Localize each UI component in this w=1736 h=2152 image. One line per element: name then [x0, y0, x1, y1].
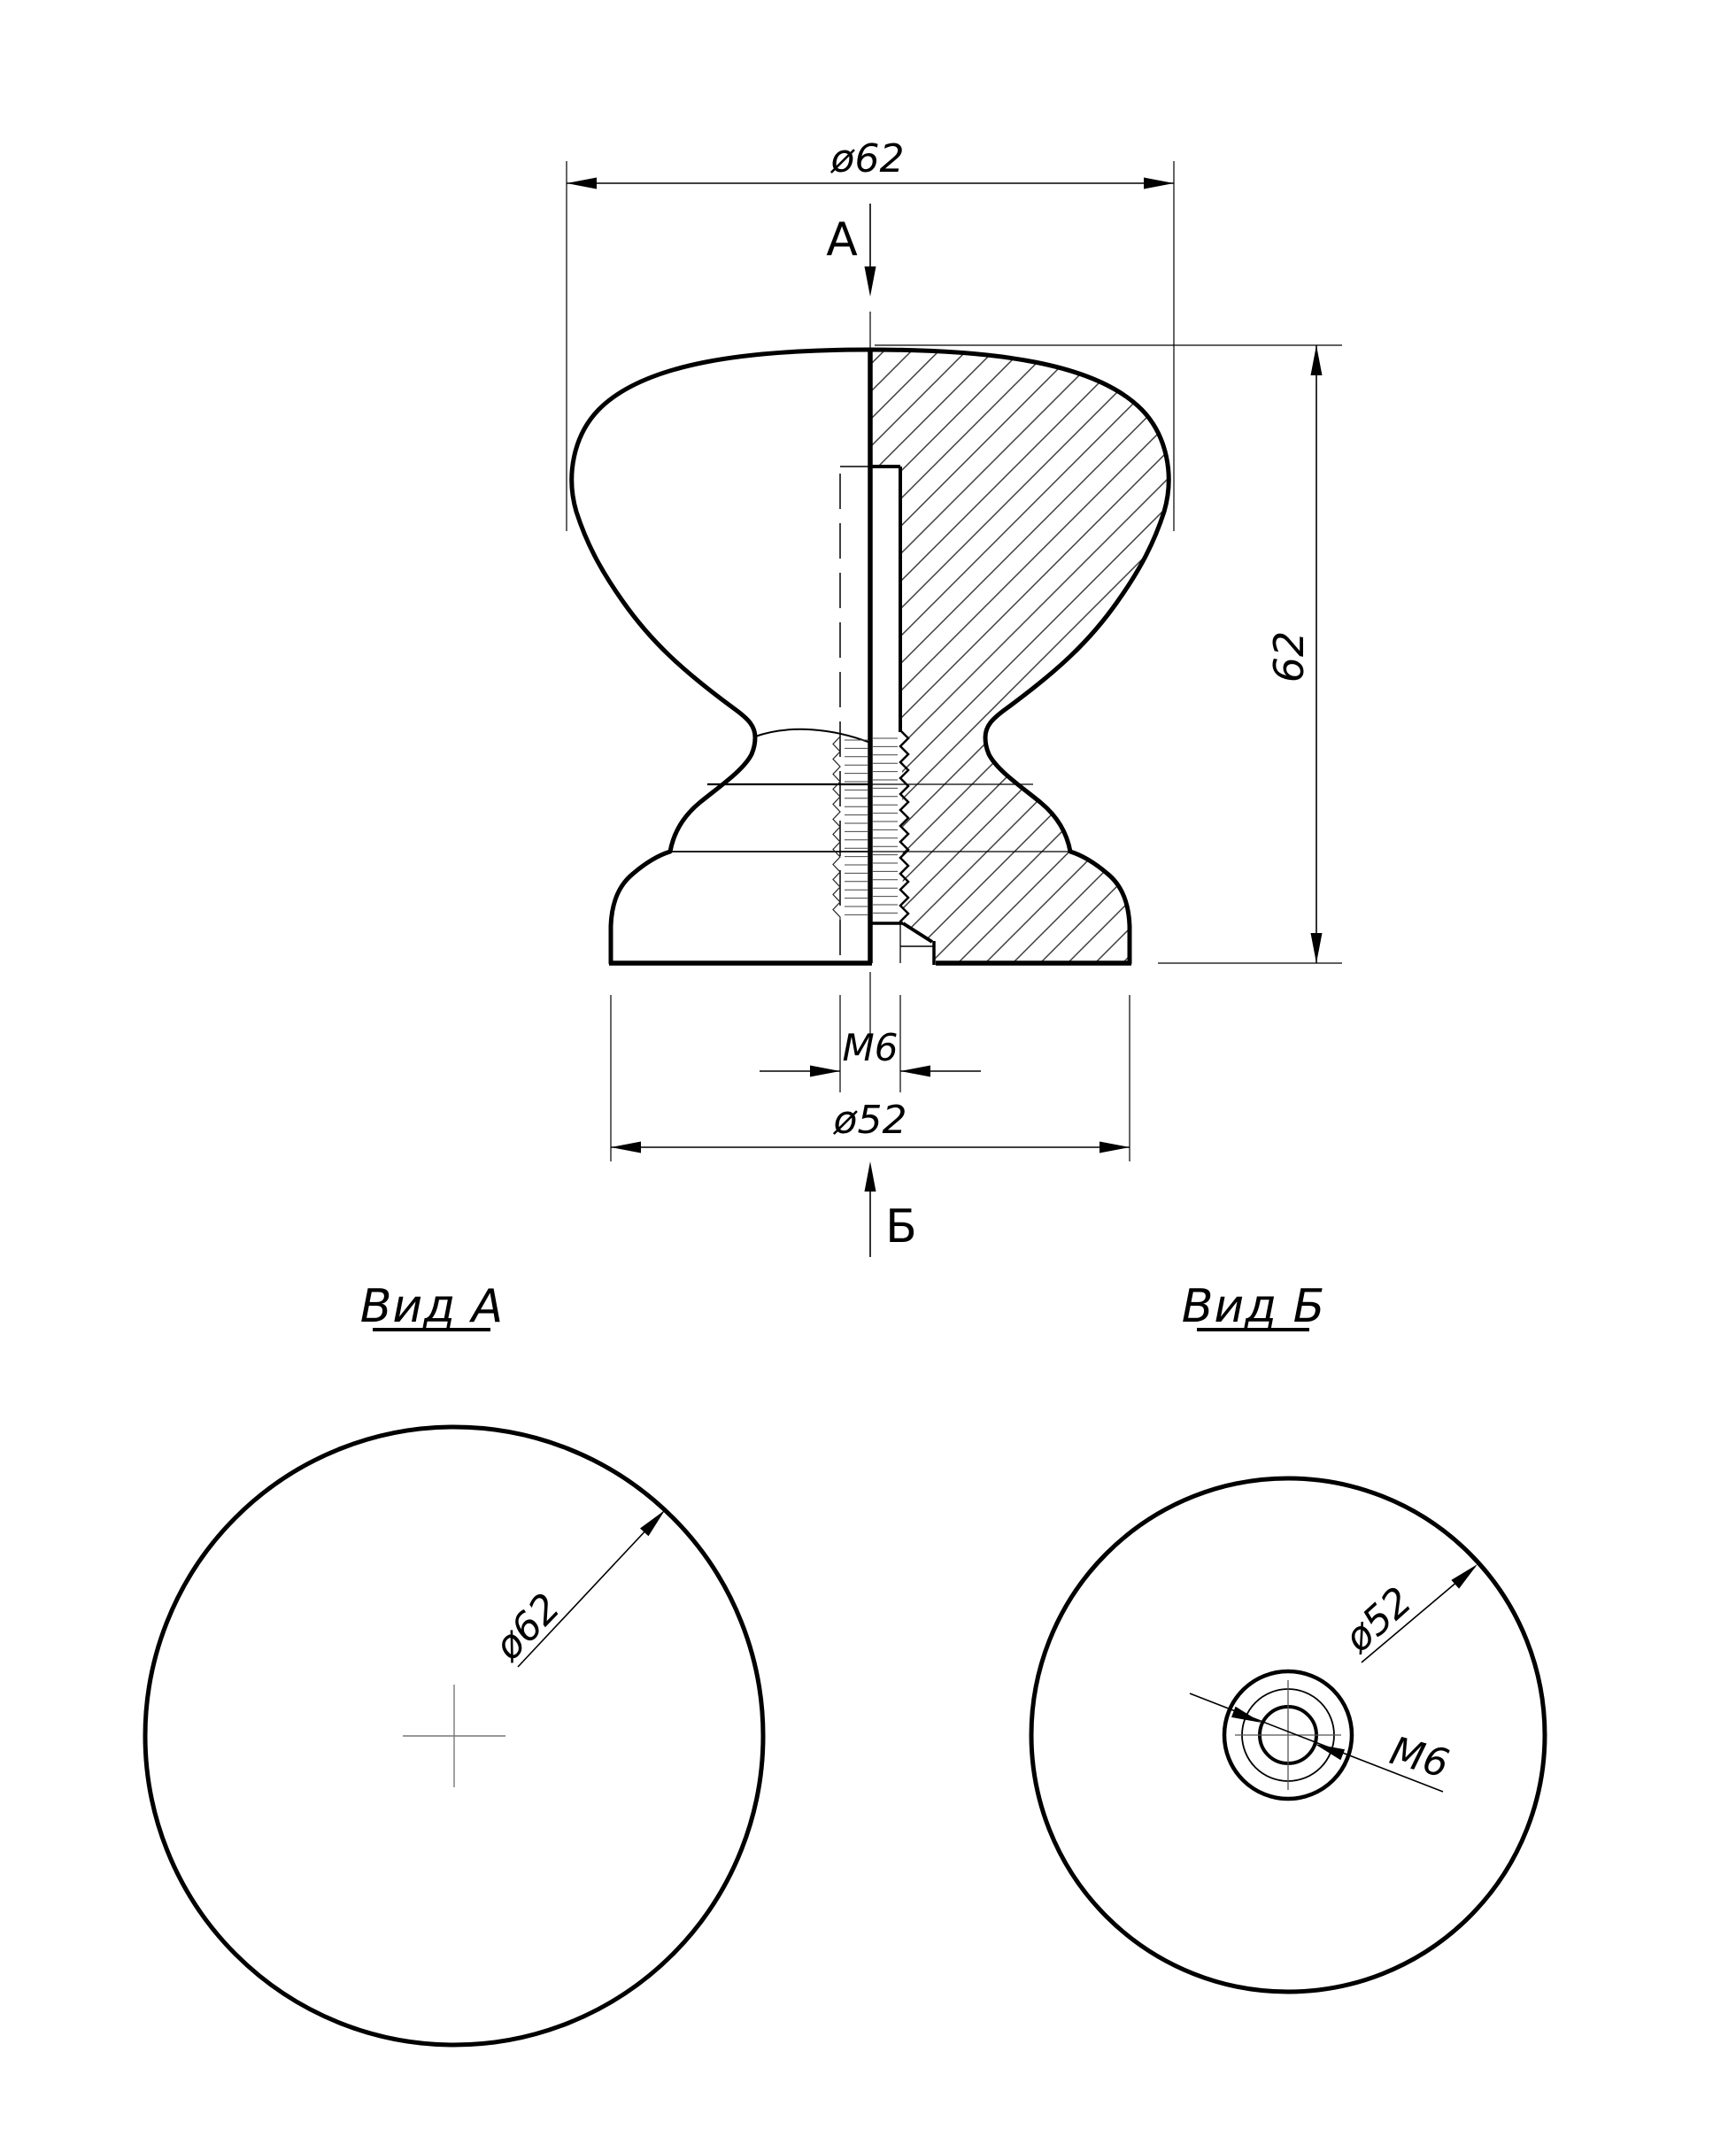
view-direction-b [865, 1161, 917, 1257]
view-b [1031, 1280, 1545, 1992]
arrowhead-right [810, 1066, 840, 1077]
thread-label: M6 [842, 1026, 899, 1069]
arrowhead-right [1315, 1744, 1345, 1760]
view-a-diameter-callout [485, 1510, 665, 1670]
view-b-thread-callout [1190, 1693, 1454, 1792]
view-b-title: Вид Б [1181, 1280, 1326, 1333]
view-a-marker-label: А [826, 213, 858, 266]
view-b-marker-label: Б [885, 1200, 917, 1253]
view-b-arrowhead [865, 1161, 876, 1192]
thread-lines-left [845, 740, 868, 914]
view-b-thread-label: M6 [1385, 1728, 1454, 1787]
section-hatch [850, 336, 1310, 983]
cove-edge [755, 729, 870, 743]
view-a-title: Вид А [359, 1280, 505, 1333]
height-label: 62 [1265, 630, 1313, 683]
arrowhead-up [1311, 345, 1323, 375]
arrowhead-left [567, 178, 597, 189]
view-b-center-cross [1235, 1680, 1341, 1790]
view-b-diameter-callout [1335, 1564, 1478, 1662]
view-direction-a [826, 204, 876, 297]
view-a [145, 1280, 763, 2045]
arrowhead [1451, 1564, 1478, 1589]
base-diameter-label: ø52 [833, 1098, 907, 1143]
arrowhead-left [900, 1066, 930, 1077]
arrowhead-right [1144, 178, 1174, 189]
thread-zigzag-left [833, 737, 840, 922]
view-a-diameter-label: ø62 [485, 1585, 570, 1670]
view-a-arrowhead [865, 266, 876, 297]
top-diameter-label: ø62 [830, 136, 905, 181]
arrowhead-left [611, 1142, 641, 1153]
view-a-center-cross [403, 1685, 505, 1787]
view-b-diameter-label: ø52 [1336, 1578, 1421, 1662]
arrowhead-down [1311, 933, 1323, 963]
arrowhead-right [1099, 1142, 1130, 1153]
front-view [567, 136, 1342, 1257]
arrowhead-left [1231, 1707, 1261, 1723]
thread-lines-right [873, 738, 898, 913]
